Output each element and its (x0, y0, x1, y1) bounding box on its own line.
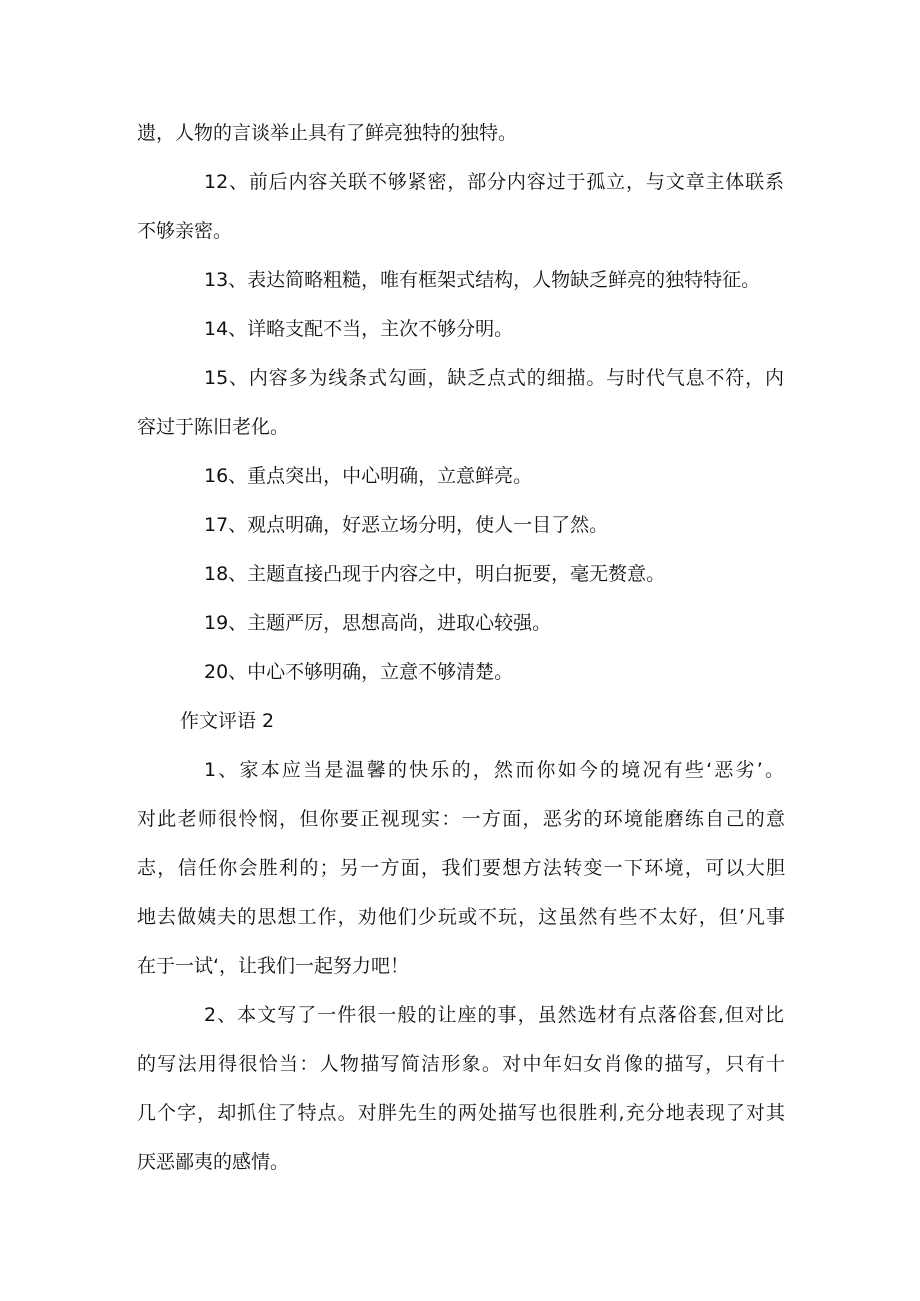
list-item-15-line-2: 容过于陈旧老化。 (137, 416, 290, 438)
list-item-12-line-2: 不够亲密。 (137, 220, 233, 242)
list-item-16: 16、重点突出，中心明确，立意鲜亮。 (204, 465, 533, 487)
list-item-20: 20、中心不够明确，立意不够清楚。 (204, 661, 514, 683)
comment-1-line-2: 对此老师很怜悯，但你要正视现实：一方面，恶劣的环境能磨练自己的意 (137, 808, 785, 830)
list-item-14: 14、详略支配不当，主次不够分明。 (204, 318, 514, 340)
comment-2-line-4: 厌恶鄙夷的感情。 (137, 1151, 290, 1173)
list-item-13: 13、表达简略粗糙，唯有框架式结构，人物缺乏鲜亮的独特特征。 (204, 269, 761, 291)
comment-2-line-1: 2、本文写了一件很一般的让座的事，虽然选材有点落俗套,但对比 (204, 1004, 784, 1026)
comment-2-line-2: 的写法用得很恰当：人物描写简洁形象。对中年妇女肖像的描写，只有十 (137, 1053, 785, 1075)
section-heading: 作文评语 2 (180, 710, 275, 732)
comment-2-line-3: 几个字，却抓住了特点。对胖先生的两处描写也很胜利,充分地表现了对其 (137, 1102, 785, 1124)
list-item-15-line-1: 15、内容多为线条式勾画，缺乏点式的细描。与时代气息不符，内 (204, 367, 784, 389)
comment-1-line-1: 1、家本应当是温馨的快乐的，然而你如今的境况有些‘恶劣’。 (204, 759, 784, 781)
paragraph-line: 遗，人物的言谈举止具有了鲜亮独特的独特。 (137, 122, 518, 144)
list-item-18: 18、主题直接凸现于内容之中，明白扼要，毫无赘意。 (204, 563, 666, 585)
comment-1-line-5: 在于一试‘，让我们一起努力吧！ (137, 955, 410, 977)
list-item-17: 17、观点明确，好恶立场分明，使人一目了然。 (204, 514, 609, 536)
comment-1-line-3: 志，信任你会胜利的；另一方面，我们要想方法转变一下环境，可以大胆 (137, 857, 785, 879)
list-item-19: 19、主题严厉，思想高尚，进取心较强。 (204, 612, 552, 634)
comment-1-line-4: 地去做姨夫的思想工作，劝他们少玩或不玩，这虽然有些不太好，但’凡事 (137, 906, 785, 928)
list-item-12-line-1: 12、前后内容关联不够紧密，部分内容过于孤立，与文章主体联系 (204, 171, 784, 193)
